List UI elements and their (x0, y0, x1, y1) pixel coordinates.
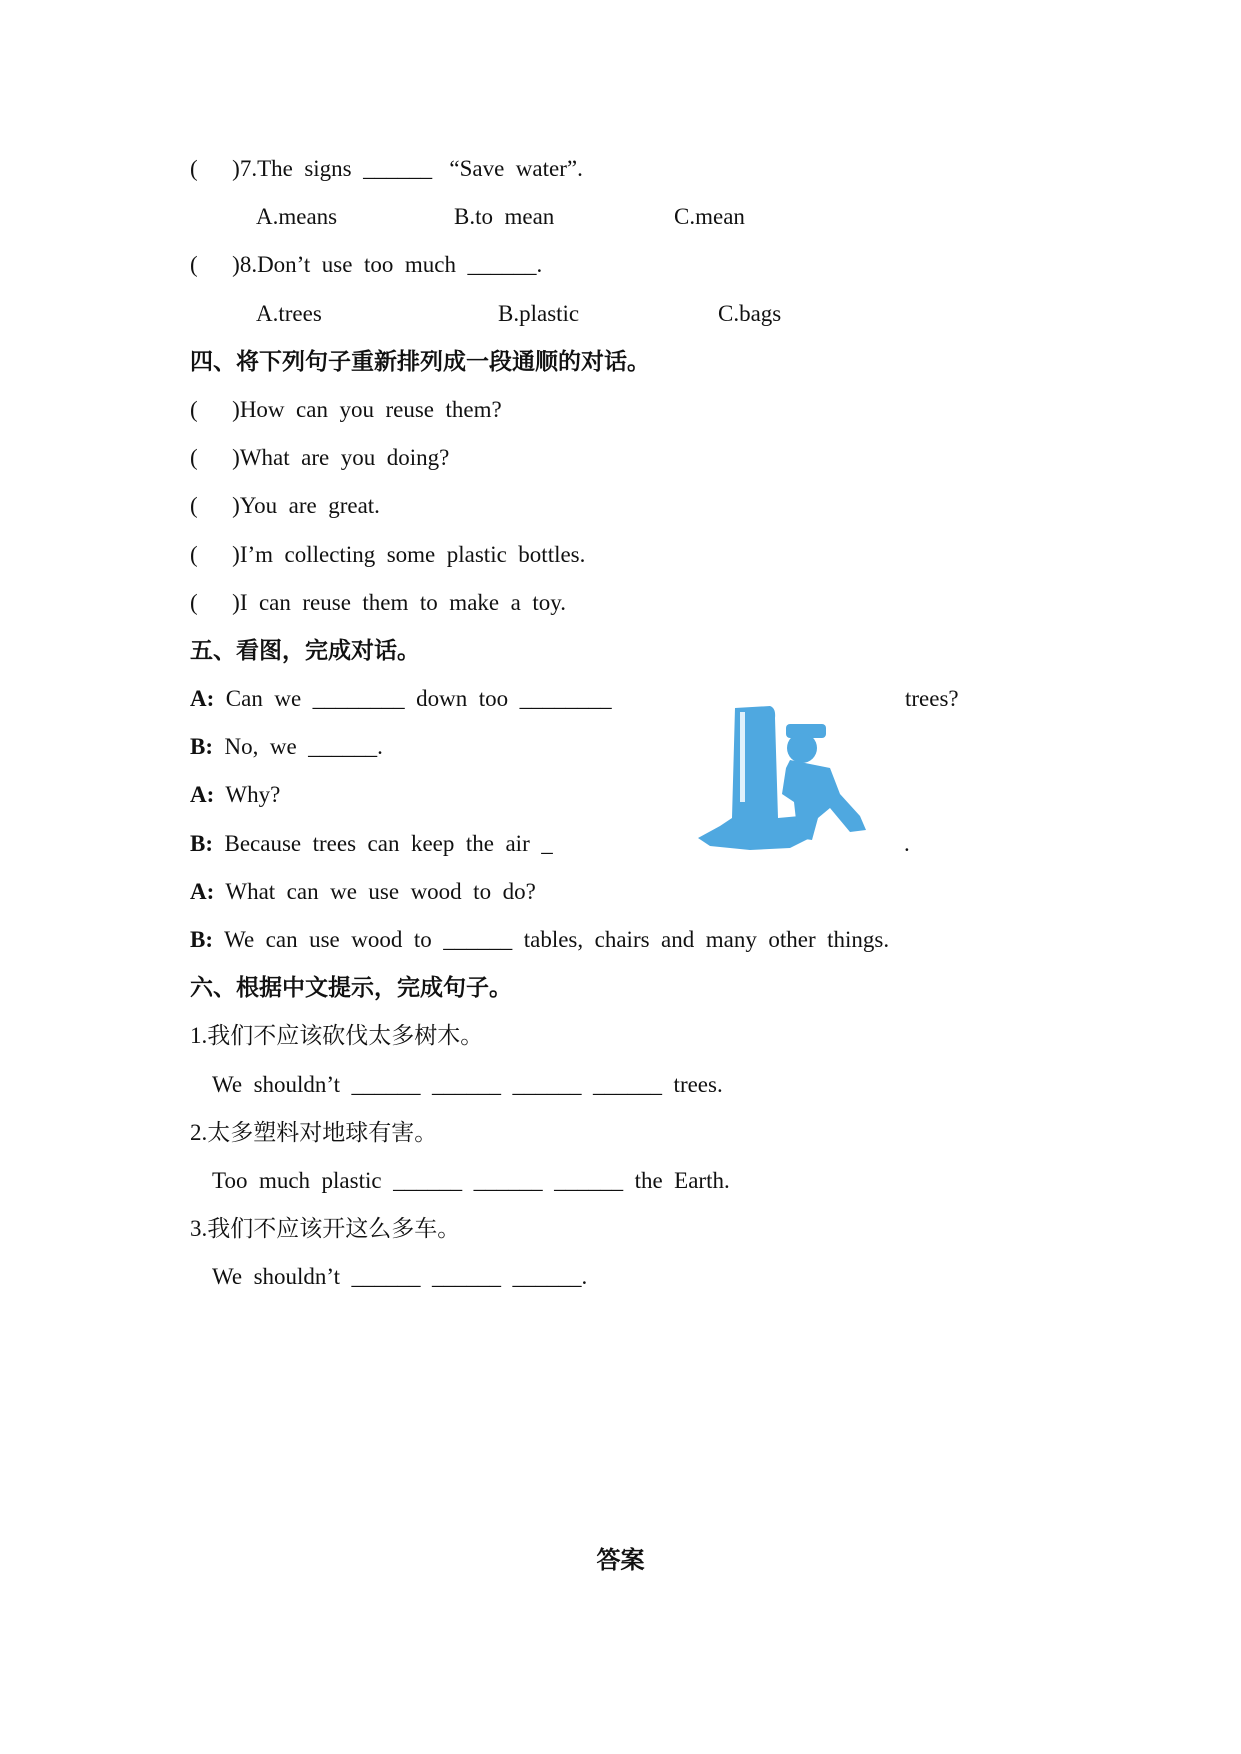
option-b: B.to mean (454, 204, 555, 230)
worksheet-content (190, 145, 1090, 1302)
dialogue-line (190, 723, 1090, 771)
option-a: A.trees (256, 300, 322, 326)
question-7-options (190, 193, 1090, 241)
speaker: B: (190, 927, 213, 952)
hint-chinese: 2.太多塑料对地球有害。 (190, 1119, 438, 1145)
reorder-item: ( )You are great. (190, 493, 380, 519)
reorder-item: ( )I’m collecting some plastic bottles. (190, 541, 586, 567)
dialogue-text: Can we ________ down too ________ (214, 686, 612, 712)
answer-heading: 答案 (596, 1548, 645, 1574)
dialogue-line (190, 868, 1090, 916)
boy-cutting-tree-picture (690, 698, 882, 858)
section-4-title: 四、将下列句子重新排列成一段通顺的对话。 (190, 348, 650, 374)
dialogue-end: . (904, 830, 910, 856)
option-c: C.mean (674, 204, 745, 230)
dialogue-line (190, 820, 1090, 868)
hint-chinese: 1.我们不应该砍伐太多树木。 (190, 1023, 484, 1049)
dialogue-text: Why? (214, 782, 281, 808)
question-8-options (190, 290, 1090, 338)
sentence-blank: We shouldn’t ______ ______ ______ ______ trees. (212, 1071, 723, 1097)
option-a: A.means (256, 204, 338, 230)
hint-chinese: 3.我们不应该开这么多车。 (190, 1216, 461, 1242)
sentence-blank: Too much plastic ______ ______ ______ the Earth. (212, 1167, 730, 1193)
dialogue-text: Because trees can keep the air _ (213, 830, 553, 856)
dialogue-line (190, 675, 1090, 723)
speaker: A: (190, 878, 215, 904)
speaker: B: (190, 830, 213, 856)
question-7 (190, 145, 1090, 193)
reorder-item: ( )What are you doing? (190, 445, 450, 471)
dialogue-text: We can use wood to ______ tables, chairs and many other things. (213, 927, 890, 952)
dialogue-text: No, we ______. (213, 734, 383, 760)
reorder-item: ( )I can reuse them to make a toy. (190, 589, 566, 615)
speaker: A: (190, 782, 215, 808)
speaker: A: (190, 686, 215, 712)
dialogue-line (190, 771, 1090, 819)
question-stem: ( )8.Don’t use too much ______. (190, 252, 543, 278)
tree-highlight (740, 712, 745, 802)
dialogue-text: What can we use wood to do? (214, 878, 536, 904)
dialogue-end: trees? (905, 686, 959, 712)
option-b: B.plastic (498, 300, 580, 326)
question-8 (190, 241, 1090, 289)
speaker: B: (190, 734, 213, 760)
question-stem: ( )7.The signs ______ “Save water”. (190, 156, 583, 181)
option-c: C.bags (718, 300, 782, 326)
sentence-blank: We shouldn’t ______ ______ ______. (212, 1264, 588, 1290)
reorder-item: ( )How can you reuse them? (190, 396, 502, 422)
section-6-title: 六、根据中文提示，完成句子。 (190, 975, 512, 1001)
section-5-title: 五、看图，完成对话。 (190, 637, 420, 663)
dialogue-line (190, 916, 1090, 964)
